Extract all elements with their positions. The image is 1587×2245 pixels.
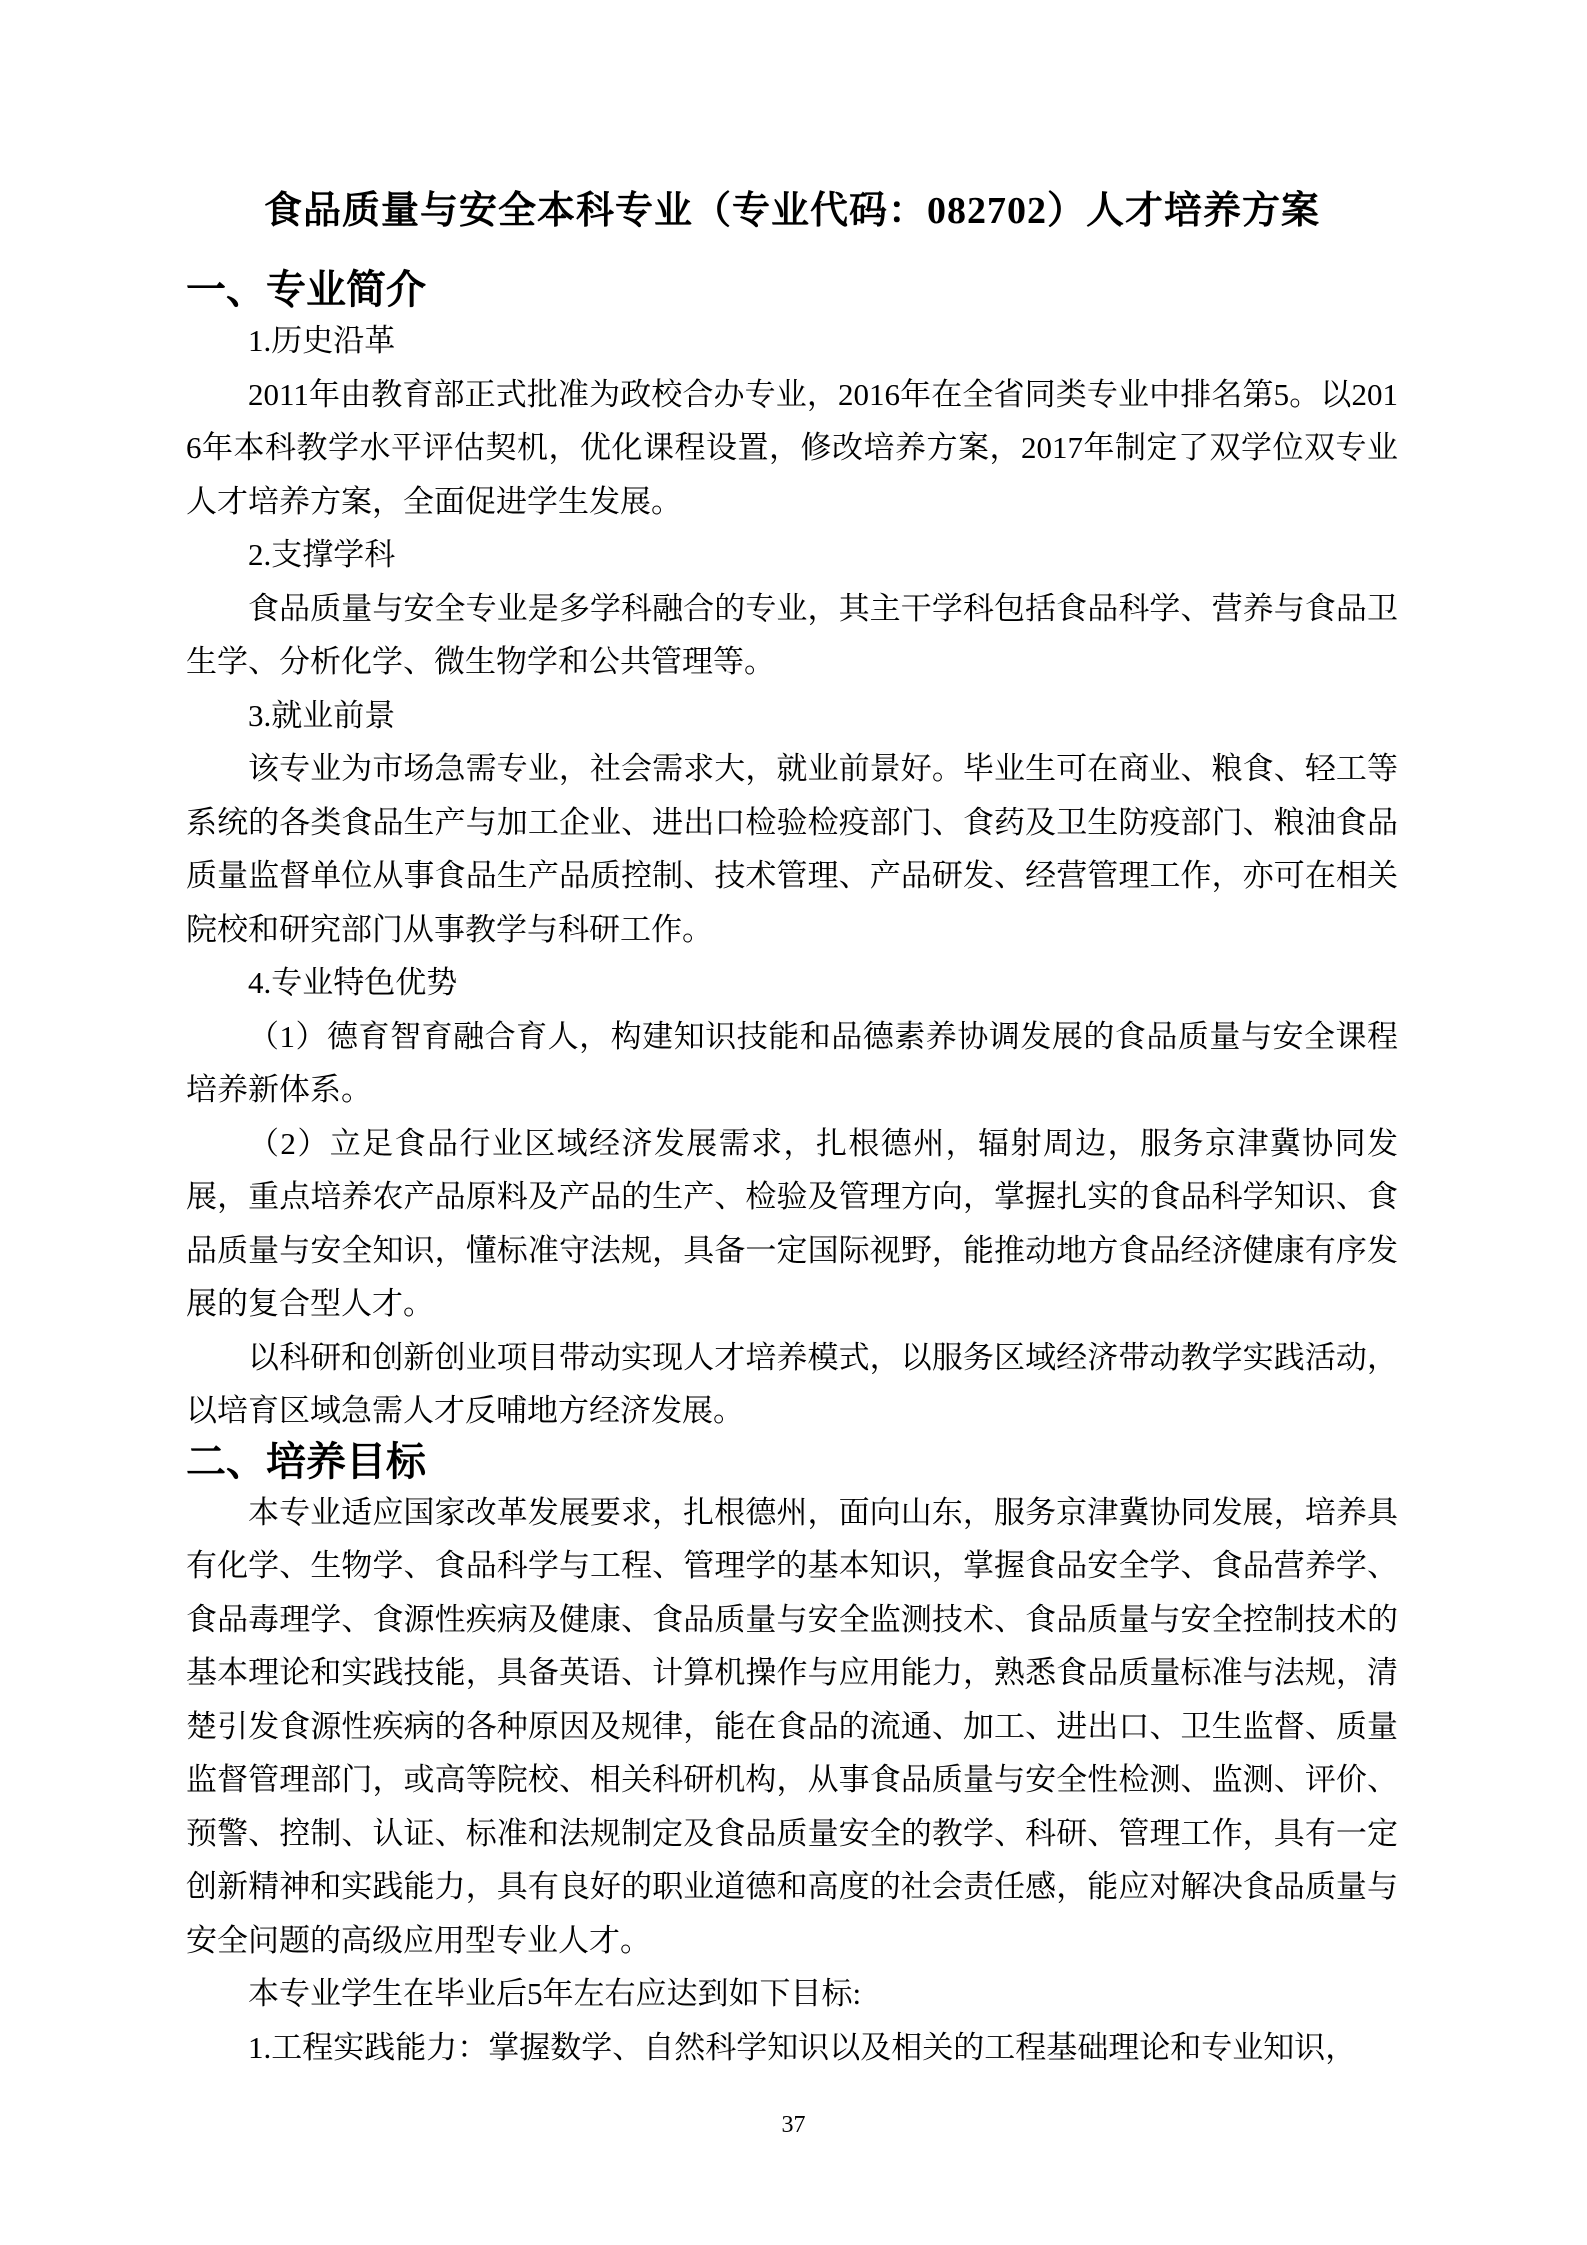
paragraph-disciplines-subheading: 2.支撑学科 bbox=[248, 537, 396, 572]
paragraph-employment-subheading: 3.就业前景 bbox=[248, 697, 396, 733]
paragraph-feature-1: （1）德育智育融合育人，构建知识技能和品德素养协调发展的食品质量与安全课程培养新体系。 bbox=[186, 1018, 1398, 1107]
paragraph-history-subheading: 1.历史沿革 bbox=[248, 323, 396, 358]
paragraph-goals-lead-in: 本专业学生在毕业后5年左右应达到如下目标: bbox=[248, 1976, 862, 2011]
document-title: 食品质量与安全本科专业（专业代码：082702）人才培养方案 bbox=[263, 190, 1320, 232]
section-heading-goals: 二、培养目标 bbox=[186, 1438, 426, 1484]
paragraph-goals-body: 本专业适应国家改革发展要求，扎根德州，面向山东，服务京津冀协同发展，培养具有化学、生物学、食品科学与工程、管理学的基本知识，掌握食品安全学、食品营养学、食品毒理学、食源性疾病及健康、食品质量与安全监测技术、食品质量与安全控制技术的基本理论和实践技能，具备英语、计算机操作与应用能力，熟悉食品质量标准与法规，清楚引发食源性疾病的各种原因及规律，能在食品的流通、加工、进出口、卫生监督、质量监督管理部门，或高等院校、相关科研机构，从事食品质量与安全性检测、监测、评价、预警、控制、认证、标准和法规制定及食品质量安全的教学、科研、管理工作，具有一定创新精神和实践能力，具有良好的职业道德和高度的社会责任感，能应对解决食品质量与安全问题的高级应用型专业人才。 bbox=[186, 1494, 1398, 1958]
section-heading-intro: 一、专业简介 bbox=[186, 267, 426, 312]
paragraph-history-body: 2011年由教育部正式批准为政校合办专业，2016年在全省同类专业中排名第5。以2016年本科教学水平评估契机，优化课程设置，修改培养方案，2017年制定了双学位双专业人才培养方案，全面促进学生发展。 bbox=[186, 376, 1398, 519]
paragraph-disciplines-body: 食品质量与安全专业是多学科融合的专业，其主干学科包括食品科学、营养与食品卫生学、分析化学、微生物学和公共管理等。 bbox=[186, 590, 1398, 679]
paragraph-feature-3: 以科研和创新创业项目带动实现人才培养模式，以服务区域经济带动教学实践活动，以培育区域急需人才反哺地方经济发展。 bbox=[186, 1339, 1398, 1428]
page-number: 37 bbox=[781, 2112, 806, 2138]
document-content bbox=[186, 0, 1398, 2074]
paragraph-goal-1-engineering: 1.工程实践能力：掌握数学、自然科学知识以及相关的工程基础理论和专业知识， bbox=[248, 2029, 1357, 2065]
paragraph-features-subheading: 4.专业特色优势 bbox=[248, 965, 458, 1000]
paragraph-employment-body: 该专业为市场急需专业，社会需求大，就业前景好。毕业生可在商业、粮食、轻工等系统的各类食品生产与加工企业、进出口检验检疫部门、食药及卫生防疫部门、粮油食品质量监督单位从事食品生产品质控制、技术管理、产品研发、经营管理工作，亦可在相关院校和研究部门从事教学与科研工作。 bbox=[186, 751, 1398, 947]
paragraph-feature-2: （2）立足食品行业区域经济发展需求，扎根德州，辐射周边，服务京津冀协同发展，重点培养农产品原料及产品的生产、检验及管理方向，掌握扎实的食品科学知识、食品质量与安全知识，懂标准守法规，具备一定国际视野，能推动地方食品经济健康有序发展的复合型人才。 bbox=[186, 1125, 1398, 1321]
